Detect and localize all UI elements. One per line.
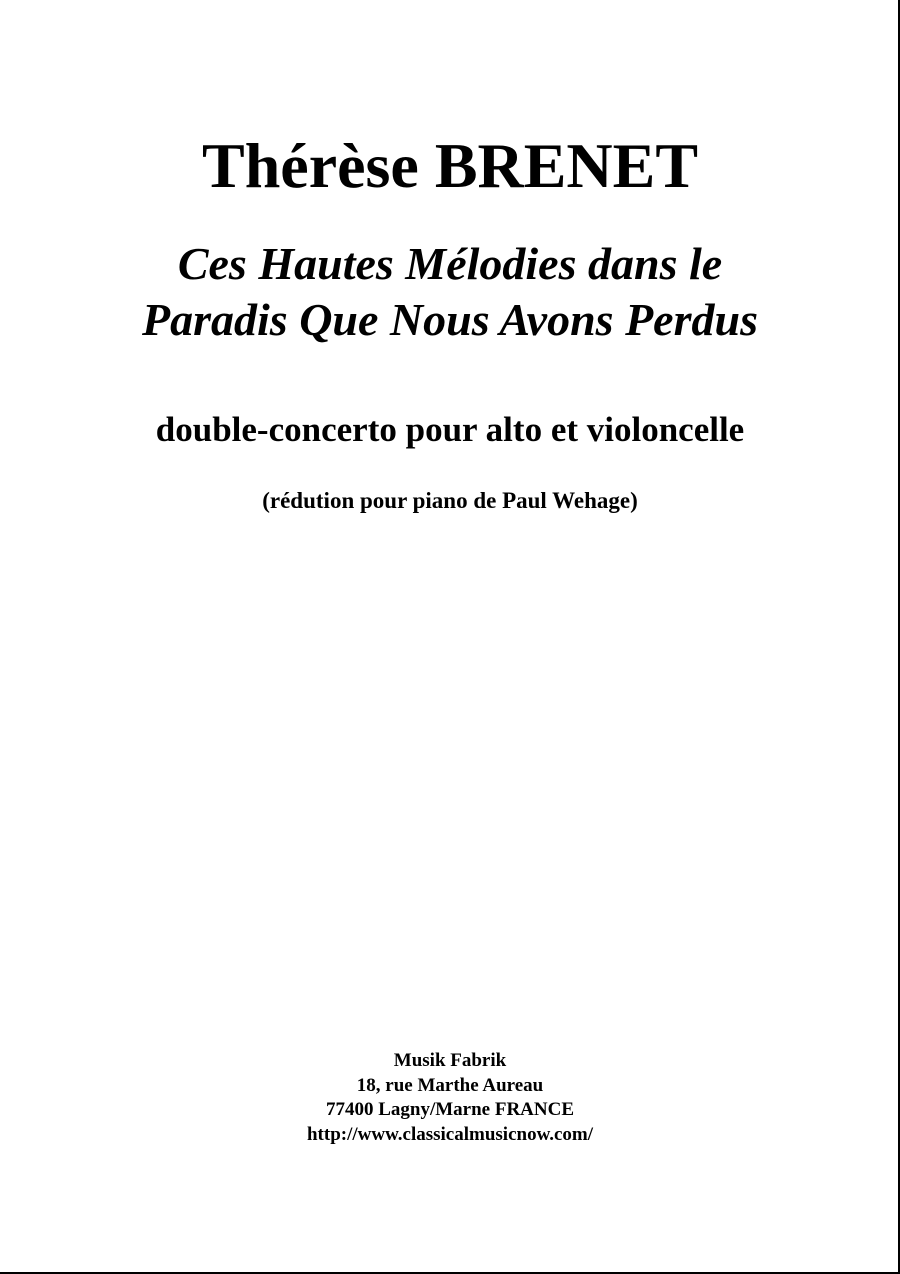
publisher-city: 77400 Lagny/Marne FRANCE (325, 1099, 575, 1120)
work-title-line-2: Paradis Que Nous Avons Perdus (142, 294, 758, 345)
work-subtitle: double-concerto pour alto et violoncelle (155, 410, 745, 449)
composer-name: Thérèse BRENET (202, 130, 698, 201)
reduction-note: (rédution pour piano de Paul Wehage) (262, 488, 638, 513)
publisher-block (0, 1049, 900, 1147)
publisher-name: Musik Fabrik (393, 1050, 507, 1071)
work-title-line-1: Ces Hautes Mélodies dans le (177, 238, 723, 289)
publisher-street: 18, rue Marthe Aureau (356, 1074, 544, 1096)
publisher-url: http://www.classicalmusicnow.com/ (306, 1123, 594, 1145)
work-title (0, 236, 900, 348)
